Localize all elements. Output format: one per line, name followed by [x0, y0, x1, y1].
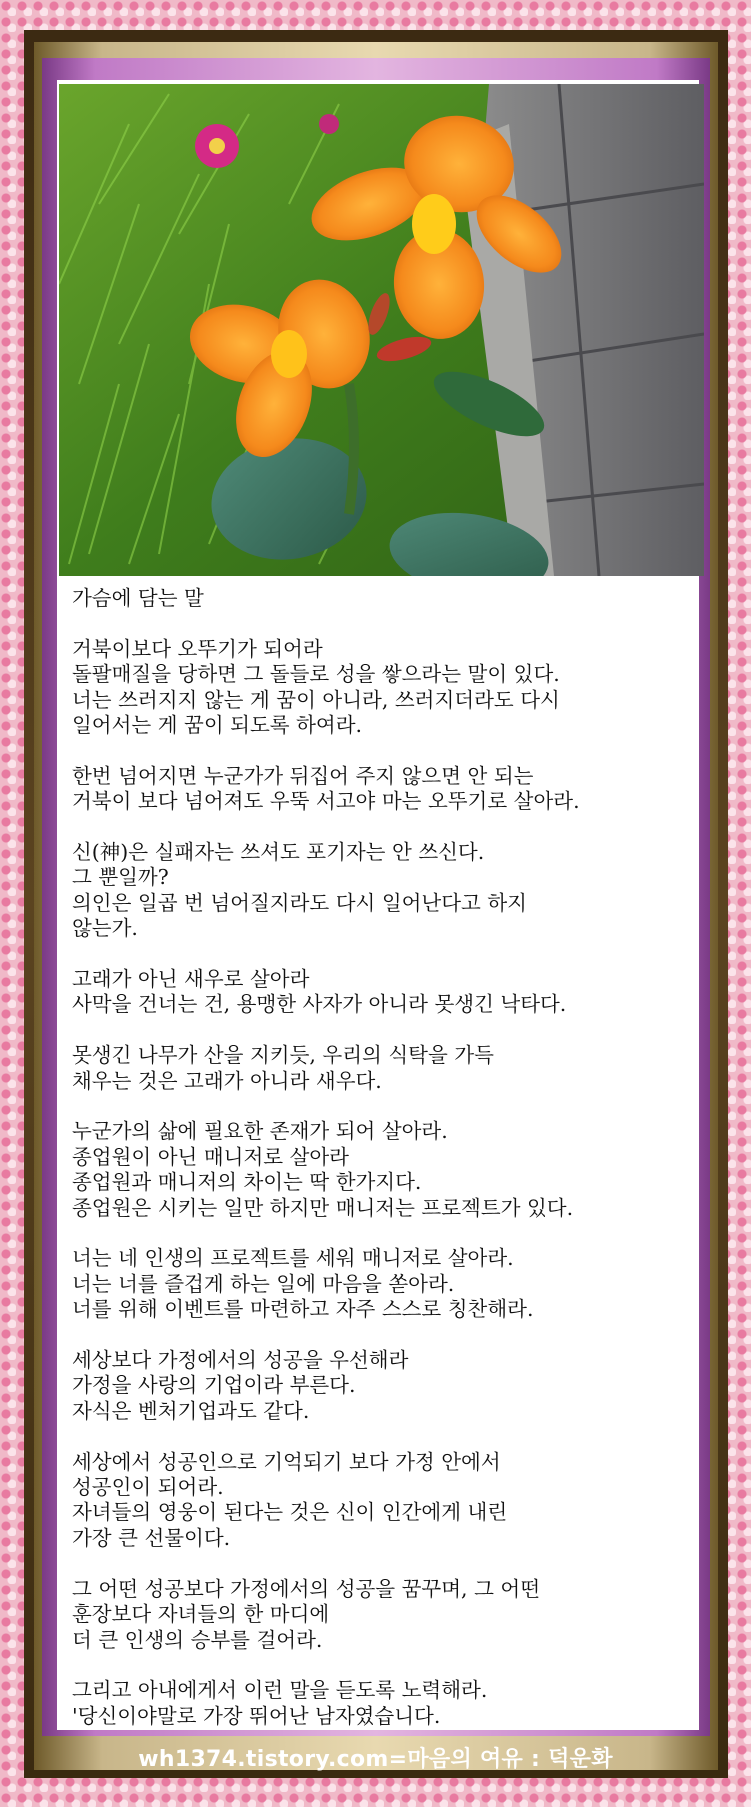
poem-stanza: 못생긴 나무가 산을 지키듯, 우리의 식탁을 가득 채우는 것은 고래가 아니라 새우다. [72, 1043, 494, 1093]
poem-stanza: 신(神)은 실패자는 쓰셔도 포기자는 안 쓰신다. 그 뿐일까? 의인은 일곱 번 넘어질지라도 다시 일어난다고 하지 않는가. [72, 840, 527, 941]
poem-stanza: 너는 네 인생의 프로젝트를 세워 매니저로 살아라. 너는 너를 즐겁게 하는 일에 마음을 쏟아라. 너를 위해 이벤트를 마련하고 자주 스스로 칭찬해라. [72, 1246, 534, 1322]
poem-stanza: 세상보다 가정에서의 성공을 우선해라 가정을 사랑의 기업이라 부른다. 자식은 벤처기업과도 같다. [72, 1348, 409, 1423]
poem-stanza: 거북이보다 오뚜기가 되어라 돌팔매질을 당하면 그 돌들로 성을 쌓으라는 말이 있다. 너는 쓰러지지 않는 게 꿈이 아니라, 쓰러지더라도 다시 일어서는 게 꿈이 되도록 하여라. [72, 636, 560, 738]
poem-title: 가슴에 담는 말 [72, 586, 204, 610]
poem-stanza: 그 어떤 성공보다 가정에서의 성공을 꿈꾸며, 그 어떤 훈장보다 자녀들의 한 마디에 더 큰 인생의 승부를 걸어라. [72, 1576, 540, 1652]
canna-flower-photo [59, 84, 704, 576]
poem-stanza: 한번 넘어지면 누군가가 뒤집어 주지 않으면 안 되는 거북이 보다 넘어져도 우뚝 서고야 마는 오뚜기로 살아라. [72, 763, 580, 814]
poem-stanza: 고래가 아닌 새우로 살아라 사막을 건너는 건, 용맹한 사자가 아니라 못생긴 낙타다. [72, 967, 567, 1017]
footer-credit: wh1374.tistory.com=마음의 여유 : 덕운화 [138, 1747, 613, 1772]
poem-stanza: 누군가의 삶에 필요한 존재가 되어 살아라. 종업원이 아닌 매니저로 살아라 종업원과 매니저의 차이는 딱 한가지다. 종업원은 시키는 일만 하지만 매니저는 프로젝트가 있다. [72, 1119, 574, 1220]
poem-text-block [72, 586, 692, 1755]
poem-stanza: 그리고 아내에게서 이런 말을 듣도록 노력해라. '당신이야말로 가장 뛰어난 남자였습니다. [72, 1678, 488, 1728]
poem-stanza: 세상에서 성공인으로 기억되기 보다 가정 안에서 성공인이 되어라. 자녀들의 영웅이 된다는 것은 신이 인간에게 내린 가장 큰 선물이다. [72, 1449, 508, 1550]
